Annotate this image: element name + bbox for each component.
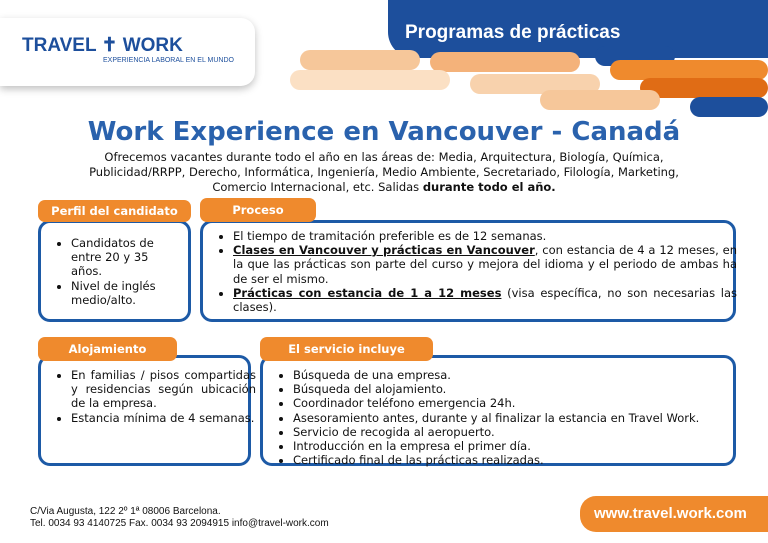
alojamiento-box xyxy=(38,355,256,466)
list-item: • Asesoramiento antes, durante y al finalizar la estancia en Travel Work. xyxy=(293,411,743,425)
servicio-heading: El servicio incluye xyxy=(260,337,433,361)
perfil-heading: Perfil del candidato xyxy=(38,200,191,222)
logo-tagline: EXPERIENCIA LABORAL EN EL MUNDO xyxy=(103,57,234,64)
proceso-text: (visa específica, no son necesarias las clases). xyxy=(233,285,737,315)
decor-bar xyxy=(610,60,768,80)
list-item: • Introducción en la empresa el primer día. xyxy=(293,439,743,453)
list-item xyxy=(233,286,737,314)
proceso-emphasis: Clases en Vancouver y prácticas en Vancouver xyxy=(233,243,535,258)
alojamiento-list xyxy=(53,368,256,425)
proceso-list xyxy=(215,229,737,314)
list-item: • Búsqueda del alojamiento. xyxy=(293,382,743,396)
list-item: • Candidatos de entre 20 y 35 años. xyxy=(71,236,181,279)
banner-title: Programas de prácticas xyxy=(405,22,621,43)
decor-bar xyxy=(290,70,450,90)
list-item: • Estancia mínima de 4 semanas. xyxy=(71,411,256,425)
decor-bar xyxy=(430,52,580,72)
perfil-box xyxy=(38,220,191,322)
decor-bar xyxy=(640,78,768,98)
decor-bar xyxy=(540,90,660,110)
intro-body: Ofrecemos vacantes durante todo el año en las áreas de: Media, Arquitectura, Biología, Química, Publicidad/RRPP, Derecho, Informática, Ingeniería, Medio Ambiente, Secretariado, Filología, Marketing, Comercio Internacional, etc. Salidas xyxy=(89,150,679,194)
perfil-list xyxy=(53,236,181,307)
proceso-text: , con estancia de 4 a 12 meses, en la que las prácticas son parte del curso y mejora del idioma y el periodo de ambas ha de ser el mismo. xyxy=(233,243,737,286)
list-item: • El tiempo de tramitación preferible es de 12 semanas. xyxy=(233,229,737,243)
list-item: • Certificado final de las prácticas realizadas. xyxy=(293,453,743,467)
footer-contact xyxy=(30,506,329,530)
list-item: • Servicio de recogida al aeropuerto. xyxy=(293,425,743,439)
intro-text xyxy=(70,150,698,195)
alojamiento-heading: Alojamiento xyxy=(38,337,177,361)
list-item: • Coordinador teléfono emergencia 24h. xyxy=(293,396,743,410)
list-item: • En familias / pisos compartidas y residencias según ubicación de la empresa. xyxy=(71,368,256,411)
list-item xyxy=(233,243,737,286)
logo: TRAVEL ✝ WORK xyxy=(22,35,183,56)
list-item: • Búsqueda de una empresa. xyxy=(293,368,743,382)
servicio-list xyxy=(275,368,743,467)
servicio-box xyxy=(260,355,736,466)
intro-emphasis: durante todo el año. xyxy=(422,180,556,194)
decor-bar xyxy=(300,50,420,70)
footer-phone: Tel. 0034 93 4140725 Fax. 0034 93 2094915 info@travel-work.com xyxy=(30,518,329,529)
footer-address: C/Via Augusta, 122 2º 1ª 08006 Barcelona. xyxy=(30,506,221,517)
list-item: • Nivel de inglés medio/alto. xyxy=(71,279,181,307)
proceso-emphasis: Prácticas con estancia de 1 a 12 meses xyxy=(233,285,502,300)
decor-bar xyxy=(690,97,768,117)
website-link[interactable]: www.travel.work.com xyxy=(594,505,747,522)
page-title: Work Experience en Vancouver - Canadá xyxy=(87,117,681,147)
proceso-heading: Proceso xyxy=(200,198,316,222)
proceso-box xyxy=(200,220,736,322)
